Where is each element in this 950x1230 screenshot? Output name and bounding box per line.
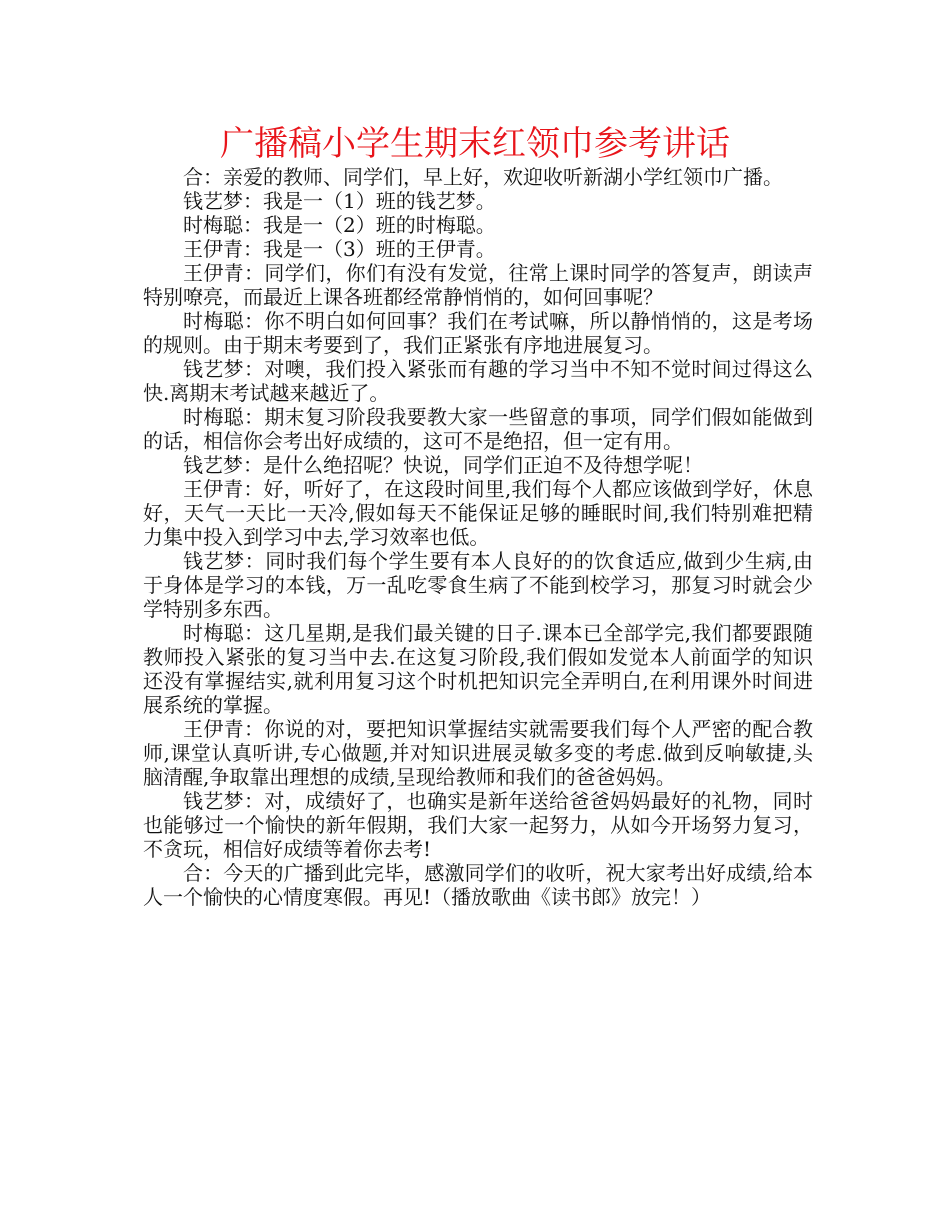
paragraph: 合：亲爱的教师、同学们，早上好，欢迎收听新湖小学红领巾广播。 xyxy=(183,165,783,189)
paragraph: 王伊青：你说的对，要把知识掌握结实就需要我们每个人严密的配合教师,课堂认真听讲,专心做题,并对知识进展灵敏多变的考虑.做到反响敏捷,头脑清醒,争取靠出理想的成绩,呈现给教师和我们的爸爸妈妈。 xyxy=(143,717,813,789)
paragraph: 钱艺梦：我是一（1）班的钱艺梦。 xyxy=(183,189,496,213)
paragraph: 时梅聪：这几星期,是我们最关键的日子.课本已全部学完,我们都要跟随教师投入紧张的复习当中去.在这复习阶段,我们假如发觉本人前面学的知识还没有掌握结实,就利用复习这个时机把知识完全弄明白,在利用课外时间进展系统的掌握。 xyxy=(143,621,813,717)
paragraph: 钱艺梦：对噢，我们投入紧张而有趣的学习当中不知不觉时间过得这么快.离期末考试越来越近了。 xyxy=(143,357,813,405)
paragraph: 时梅聪：你不明白如何回事？我们在考试嘛，所以静悄悄的，这是考场的规则。由于期末考要到了，我们正紧张有序地进展复习。 xyxy=(143,309,813,357)
paragraph: 王伊青：我是一（3）班的王伊青。 xyxy=(183,237,496,261)
paragraph: 时梅聪：我是一（2）班的时梅聪。 xyxy=(183,213,496,237)
paragraph: 王伊青：同学们，你们有没有发觉，往常上课时同学的答复声，朗读声特别嘹亮，而最近上课各班都经常静悄悄的，如何回事呢？ xyxy=(143,261,813,309)
document-title: 广播稿小学生期末红领巾参考讲话 xyxy=(220,124,730,164)
paragraph: 钱艺梦：同时我们每个学生要有本人良好的的饮食适应,做到少生病,由于身体是学习的本钱，万一乱吃零食生病了不能到校学习，那复习时就会少学特别多东西。 xyxy=(143,549,813,621)
paragraph: 钱艺梦：对，成绩好了，也确实是新年送给爸爸妈妈最好的礼物，同时也能够过一个愉快的新年假期，我们大家一起努力，从如今开场努力复习，不贪玩，相信好成绩等着你去考! xyxy=(143,789,813,861)
paragraph: 时梅聪：期末复习阶段我要教大家一些留意的事项，同学们假如能做到的话，相信你会考出好成绩的，这可不是绝招，但一定有用。 xyxy=(143,405,813,453)
paragraph: 王伊青：好，听好了，在这段时间里,我们每个人都应该做到学好，休息好，天气一天比一天冷,假如每天不能保证足够的睡眠时间,我们特别难把精力集中投入到学习中去,学习效率也低。 xyxy=(143,477,813,549)
paragraph: 钱艺梦：是什么绝招呢？快说，同学们正迫不及待想学呢！ xyxy=(183,453,703,477)
document-body xyxy=(143,165,813,909)
paragraph: 合：今天的广播到此完毕，感激同学们的收听，祝大家考出好成绩,给本人一个愉快的心情度寒假。再见!（播放歌曲《读书郎》放完！） xyxy=(143,861,813,909)
